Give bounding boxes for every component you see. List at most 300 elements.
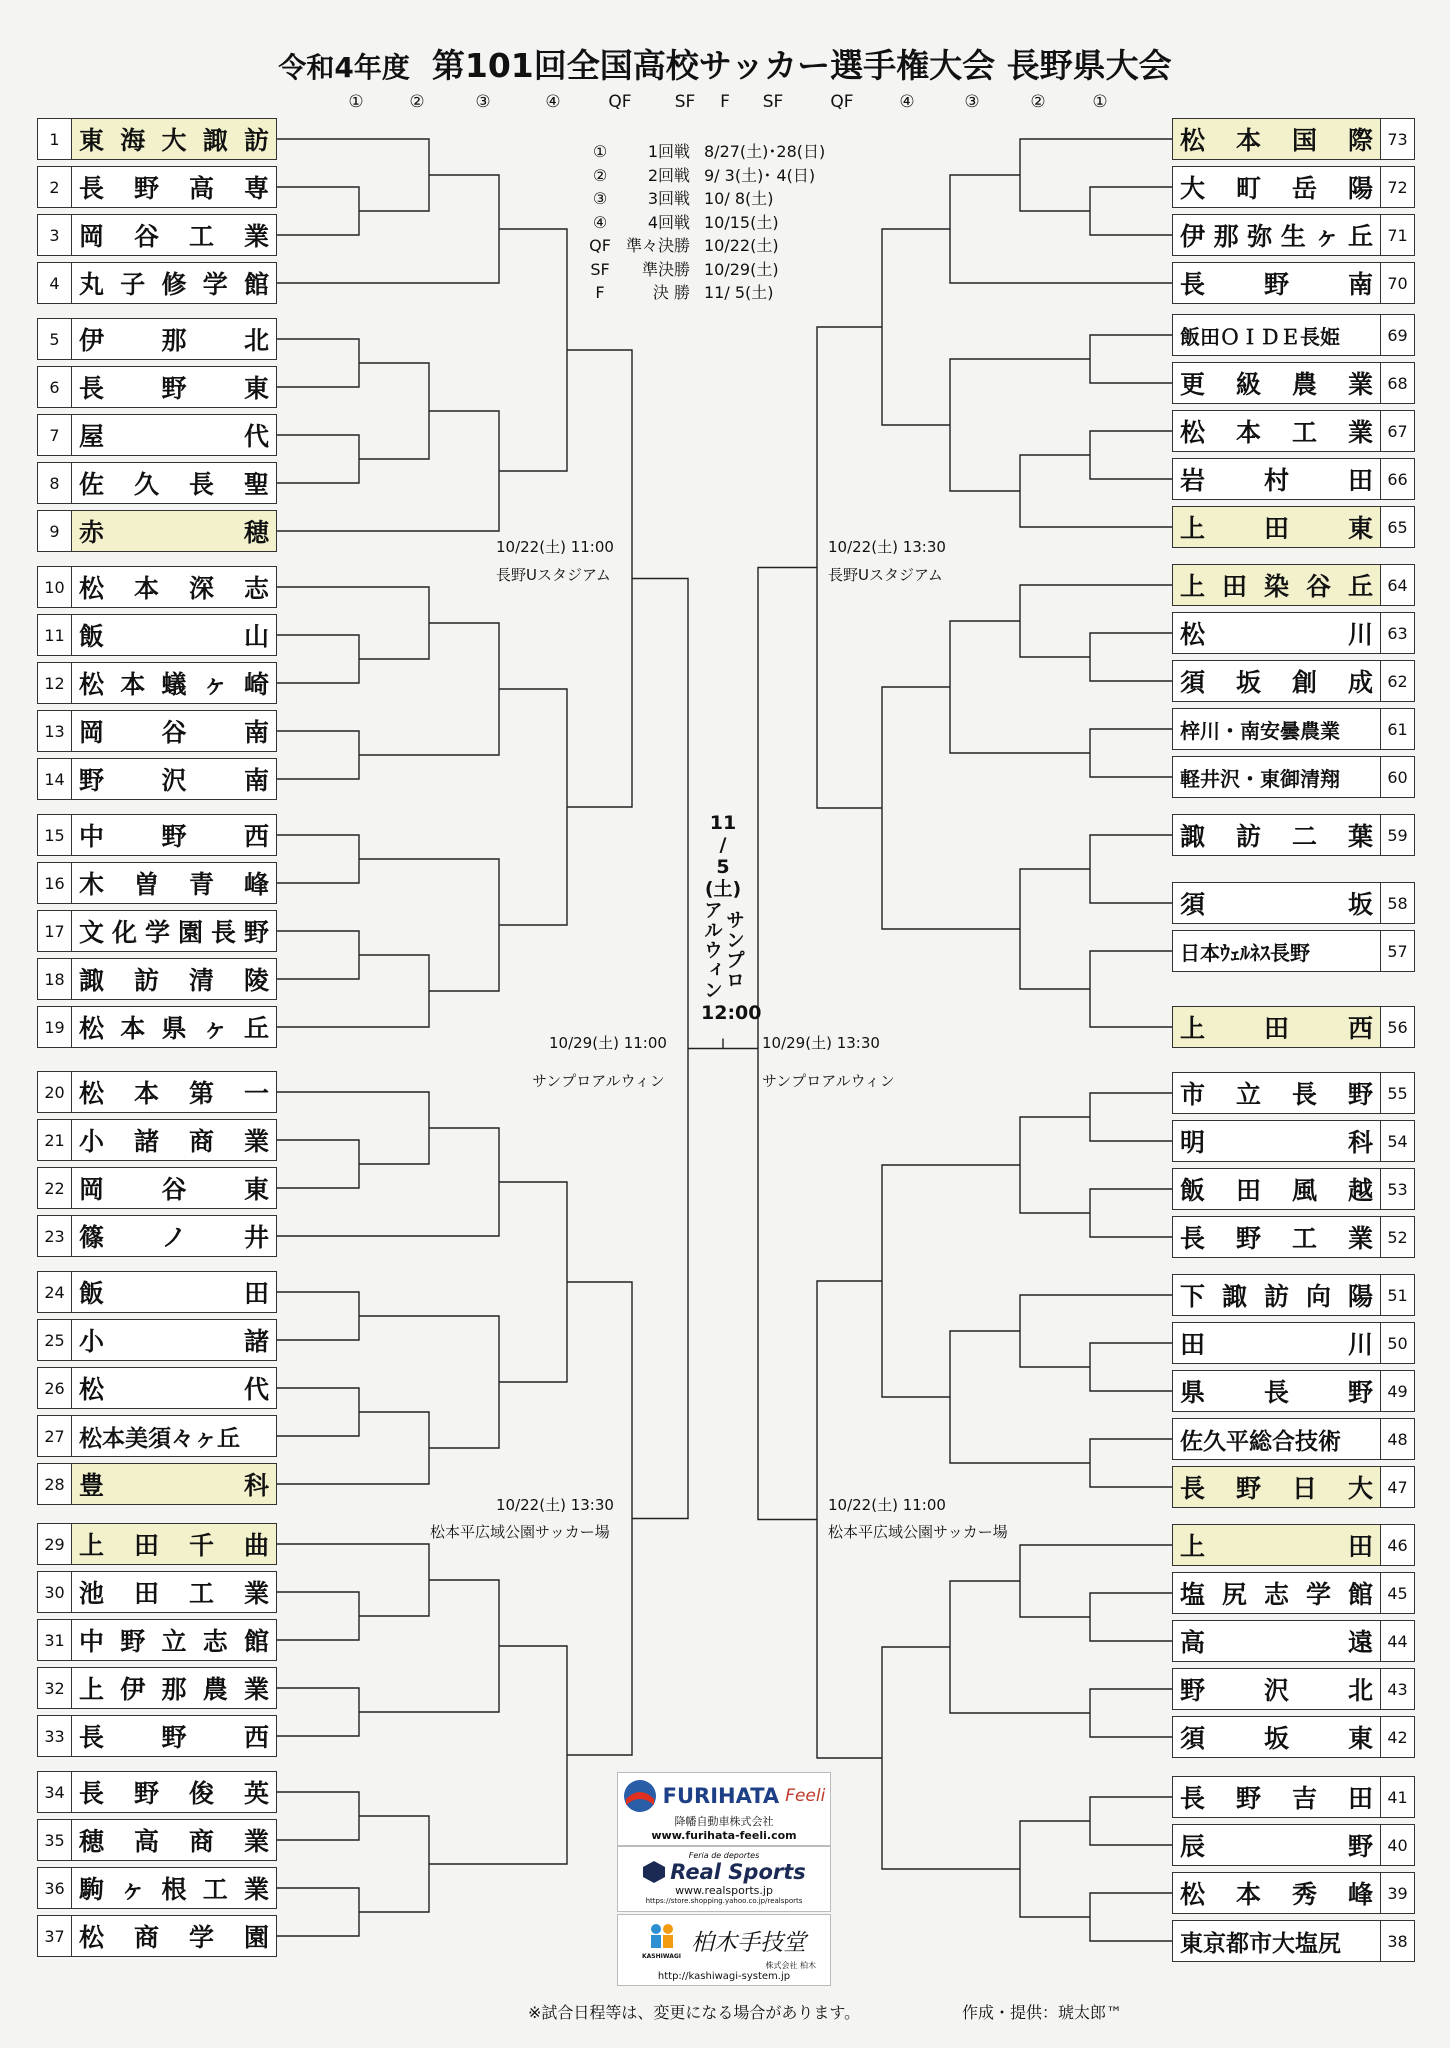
team-entry[interactable] (37, 1271, 277, 1313)
s1-company: 降幡自動車株式会社 (674, 1815, 774, 1828)
round-header: ① (348, 92, 364, 112)
team-entry[interactable] (1172, 1572, 1415, 1614)
bracket-line (1090, 729, 1172, 777)
team-name-text: 小 諸 (79, 1327, 269, 1356)
bracket-line (1090, 187, 1172, 235)
team-name-text: 岩 村 田 (1180, 466, 1373, 495)
schedule-date: 9/ 3(土)･ 4(日) (704, 165, 816, 185)
s3-logo: KASHIWAGI (641, 1953, 682, 1960)
team-number: 69 (1380, 315, 1414, 355)
team-number: 25 (38, 1320, 72, 1360)
team-entry[interactable] (1172, 118, 1415, 160)
team-number: 19 (38, 1007, 72, 1047)
team-name (72, 319, 276, 359)
team-number: 72 (1380, 167, 1414, 207)
team-entry[interactable] (1172, 1370, 1415, 1412)
team-number: 46 (1380, 1525, 1414, 1565)
team-entry[interactable] (1172, 1216, 1415, 1258)
team-entry[interactable] (37, 662, 277, 704)
team-name (1173, 1419, 1380, 1459)
qf3-time: 10/22(土) 13:30 (496, 1496, 614, 1514)
bracket-line (277, 1128, 499, 1236)
sf1-time: 10/29(土) 11:00 (549, 1034, 667, 1052)
team-name (1173, 167, 1380, 207)
team-entry[interactable] (1172, 1824, 1415, 1866)
team-name (1173, 411, 1380, 451)
team-entry[interactable] (1172, 1168, 1415, 1210)
schedule-round: 準決勝 (641, 259, 690, 279)
team-entry[interactable] (37, 414, 277, 456)
team-name (1173, 931, 1380, 971)
round-header: ④ (899, 92, 915, 112)
team-number: 68 (1380, 363, 1414, 403)
schedule-round: 3回戦 (647, 189, 690, 208)
team-name (72, 167, 276, 207)
team-name-text: 松 川 (1180, 620, 1373, 649)
team-name (72, 1772, 276, 1812)
bracket-line (1090, 335, 1172, 383)
bracket-line (1020, 1545, 1172, 1617)
team-number: 21 (38, 1120, 72, 1160)
schedule-date: 11/ 5(土) (704, 283, 774, 302)
bracket-line (277, 187, 359, 235)
team-name (1173, 119, 1380, 159)
team-name-text: 下 諏 訪 向 陽 (1180, 1282, 1373, 1311)
team-number: 66 (1380, 459, 1414, 499)
team-name (72, 1572, 276, 1612)
team-number: 33 (38, 1716, 72, 1756)
team-entry[interactable] (1172, 1776, 1415, 1818)
team-number: 2 (38, 167, 72, 207)
bracket-line (1090, 951, 1172, 1027)
team-name-text: 明 科 (1180, 1128, 1373, 1157)
team-entry[interactable] (37, 566, 277, 608)
team-name (1173, 363, 1380, 403)
team-name-text: 日本ｳｪﾙﾈｽ長野 (1180, 940, 1310, 965)
team-entry[interactable] (1172, 660, 1415, 702)
team-number: 65 (1380, 507, 1414, 547)
bracket-line (277, 175, 499, 283)
qf3-venue: 松本平広域公園サッカー場 (430, 1523, 610, 1541)
team-entry[interactable] (1172, 814, 1415, 856)
team-name (1173, 459, 1380, 499)
bracket-line (1090, 1689, 1172, 1737)
team-name-text: 小 諸 商 業 (79, 1127, 269, 1156)
bracket-line (1020, 455, 1172, 527)
title-year: 令和4年度 (278, 51, 410, 84)
qf1-venue: 長野Uスタジアム (496, 566, 611, 584)
team-number: 12 (38, 663, 72, 703)
team-number: 61 (1380, 709, 1414, 749)
team-name (1173, 1669, 1380, 1709)
team-number: 1 (38, 119, 72, 159)
team-entry[interactable] (37, 1571, 277, 1613)
team-entry[interactable] (37, 910, 277, 952)
team-name-text: 伊 那 北 (79, 326, 269, 355)
team-name-text: 県 長 野 (1180, 1378, 1373, 1407)
team-number: 30 (38, 1572, 72, 1612)
team-name (1173, 215, 1380, 255)
team-name-text: 飯 田 (79, 1279, 269, 1308)
schedule-symbol: SF (590, 259, 610, 279)
team-entry[interactable] (1172, 1668, 1415, 1710)
team-number: 63 (1380, 613, 1414, 653)
schedule-date: 10/ 8(土) (704, 189, 774, 208)
bracket-line (1020, 139, 1172, 211)
bracket-line (277, 339, 359, 387)
team-entry[interactable] (37, 1619, 277, 1661)
team-name (1173, 661, 1380, 701)
team-entry[interactable] (1172, 1120, 1415, 1162)
team-entry[interactable] (1172, 314, 1415, 356)
bracket-line (277, 955, 429, 1027)
team-name-text: 梓川・南安曇農業 (1180, 718, 1340, 743)
bracket-line (882, 1647, 1020, 1869)
bracket-line (1020, 1821, 1090, 1917)
team-entry[interactable] (1172, 1466, 1415, 1508)
team-entry[interactable] (1172, 166, 1415, 208)
team-entry[interactable] (37, 758, 277, 800)
team-name (1173, 1621, 1380, 1661)
team-name-text: 野 沢 南 (79, 766, 269, 795)
team-name-text: 松 本 工 業 (1180, 418, 1373, 447)
team-name-text: 佐久平総合技術 (1180, 1428, 1341, 1455)
qf1-time: 10/22(土) 11:00 (496, 538, 614, 556)
s3-name: 柏木手技堂 (691, 1930, 807, 1956)
team-number: 4 (38, 263, 72, 303)
team-entry[interactable] (1172, 1716, 1415, 1758)
team-number: 73 (1380, 119, 1414, 159)
schedule-date: 10/22(土) (704, 236, 779, 255)
team-entry[interactable] (1172, 1072, 1415, 1114)
schedule-symbol: ④ (592, 212, 608, 232)
team-entry[interactable] (37, 958, 277, 1000)
team-entry[interactable] (37, 1071, 277, 1113)
schedule-round: 決 勝 (652, 283, 690, 302)
team-entry[interactable] (37, 862, 277, 904)
team-entry[interactable] (1172, 1418, 1415, 1460)
team-name-text: 須 坂 東 (1180, 1724, 1373, 1753)
team-entry[interactable] (37, 1319, 277, 1361)
team-entry[interactable] (37, 1771, 277, 1813)
team-name (1173, 1275, 1380, 1315)
team-name-text: 中 野 立 志 館 (79, 1627, 269, 1656)
team-name-text: 上 田 西 (1180, 1014, 1373, 1043)
bracket-line (950, 175, 1172, 283)
team-entry[interactable] (1172, 1006, 1415, 1048)
round-header: F (720, 92, 730, 112)
team-number: 27 (38, 1416, 72, 1456)
team-name (1173, 1525, 1380, 1565)
team-entry[interactable] (37, 118, 277, 160)
team-name (1173, 1169, 1380, 1209)
team-name (72, 911, 276, 951)
team-name-text: 文 化 学 園 長 野 (79, 918, 269, 947)
qf2-venue: 長野Uスタジアム (828, 566, 943, 584)
final-time: 12:00 (701, 1002, 762, 1024)
schedule-symbol: ③ (592, 189, 608, 208)
sponsor-realsports[interactable] (617, 1846, 831, 1912)
team-number: 41 (1380, 1777, 1414, 1817)
team-entry[interactable] (37, 1523, 277, 1565)
team-name (1173, 709, 1380, 749)
team-number: 56 (1380, 1007, 1414, 1047)
footer-credit: 作成・提供：琥太郎™ (962, 2003, 1123, 2022)
team-entry[interactable] (37, 710, 277, 752)
team-entry[interactable] (37, 510, 277, 552)
final-month: 11 (709, 812, 737, 834)
round-header: ③ (475, 92, 491, 112)
team-entry[interactable] (1172, 262, 1415, 304)
team-entry[interactable] (37, 166, 277, 208)
bracket-line (429, 1646, 567, 1864)
bracket-line (277, 411, 499, 531)
sf1-venue: サンプロアルウィン (532, 1072, 665, 1090)
team-name (72, 959, 276, 999)
team-name (1173, 1121, 1380, 1161)
team-entry[interactable] (1172, 1524, 1415, 1566)
team-number: 34 (38, 1772, 72, 1812)
team-name (1173, 757, 1380, 797)
team-name (72, 1120, 276, 1160)
team-entry[interactable] (37, 262, 277, 304)
team-name (72, 119, 276, 159)
team-number: 44 (1380, 1621, 1414, 1661)
bracket-line (499, 689, 567, 925)
team-number: 45 (1380, 1573, 1414, 1613)
sponsor-kashiwagi[interactable] (617, 1914, 831, 1986)
team-name-text: 池 田 工 業 (79, 1579, 269, 1608)
bracket-line (882, 1165, 1020, 1397)
footer-note: ※試合日程等は、変更になる場合があります。 (528, 2003, 861, 2022)
team-number: 10 (38, 567, 72, 607)
team-name-text: 松 本 蟻 ヶ 崎 (79, 670, 269, 699)
team-name (1173, 1007, 1380, 1047)
bracket-line (1090, 1893, 1172, 1941)
final-day: 5 (716, 856, 730, 878)
bracket-line (882, 687, 1020, 929)
team-entry[interactable] (37, 614, 277, 656)
team-number: 32 (38, 1668, 72, 1708)
team-number: 26 (38, 1368, 72, 1408)
team-entry[interactable] (37, 1119, 277, 1161)
team-entry[interactable] (37, 1415, 277, 1457)
team-entry[interactable] (37, 1667, 277, 1709)
s1-name: FURIHATA (662, 1784, 780, 1808)
team-entry[interactable] (37, 1463, 277, 1505)
team-entry[interactable] (1172, 756, 1415, 798)
bracket-line (499, 1182, 567, 1382)
team-entry[interactable] (37, 814, 277, 856)
team-entry[interactable] (1172, 1322, 1415, 1364)
team-number: 36 (38, 1868, 72, 1908)
team-name-text: 松 本 深 志 (79, 574, 269, 603)
team-name (72, 663, 276, 703)
team-entry[interactable] (1172, 882, 1415, 924)
team-entry[interactable] (1172, 506, 1415, 548)
schedule-round: 2回戦 (647, 165, 690, 185)
team-entry[interactable] (37, 1819, 277, 1861)
s1-tag: Feeli (785, 1786, 826, 1806)
team-number: 35 (38, 1820, 72, 1860)
bracket-line (499, 229, 567, 471)
team-number: 37 (38, 1916, 72, 1956)
team-name (72, 511, 276, 551)
team-name-text: 木 曽 青 峰 (79, 870, 269, 899)
team-entry[interactable] (37, 318, 277, 360)
team-name-text: 須 坂 (1180, 890, 1373, 919)
team-entry[interactable] (37, 366, 277, 408)
bracket-line (277, 835, 359, 883)
schedule-date: 8/27(土)･28(日) (704, 142, 826, 161)
team-number: 51 (1380, 1275, 1414, 1315)
team-name (72, 1368, 276, 1408)
team-entry[interactable] (1172, 1920, 1415, 1962)
team-name (72, 615, 276, 655)
team-name (72, 863, 276, 903)
round-header: ② (1030, 92, 1046, 112)
s1-url: www.furihata-feeli.com (651, 1829, 797, 1842)
bracket-line (817, 1281, 882, 1758)
schedule-symbol: ① (592, 142, 608, 161)
team-name-text: 東京都市大塩尻 (1180, 1930, 1341, 1957)
team-entry[interactable] (37, 1215, 277, 1257)
team-name-text: 長 野 東 (79, 374, 269, 403)
team-entry[interactable] (37, 1006, 277, 1048)
team-name-text: 長 野 高 専 (79, 174, 269, 203)
team-entry[interactable] (1172, 1872, 1415, 1914)
round-header: ③ (964, 92, 980, 112)
team-number: 5 (38, 319, 72, 359)
team-entry[interactable] (37, 1867, 277, 1909)
team-number: 54 (1380, 1121, 1414, 1161)
schedule-round: 4回戦 (647, 212, 690, 232)
bracket-line (1090, 1797, 1172, 1845)
s2-top: Feria de deportes (688, 1851, 760, 1860)
team-number: 67 (1380, 411, 1414, 451)
team-name-text: 飯田ＯＩＤＥ長姫 (1180, 324, 1340, 349)
team-number: 70 (1380, 263, 1414, 303)
team-name (72, 415, 276, 455)
team-name (72, 711, 276, 751)
team-number: 20 (38, 1072, 72, 1112)
team-name-text: 飯 山 (79, 622, 269, 651)
team-name-text: 東 海 大 諏 訪 (79, 126, 269, 155)
team-name (72, 263, 276, 303)
team-number: 62 (1380, 661, 1414, 701)
team-number: 8 (38, 463, 72, 503)
team-name (1173, 1323, 1380, 1363)
team-entry[interactable] (37, 1167, 277, 1209)
team-name-text: 上 田 (1180, 1532, 1373, 1561)
team-name-text: 松 代 (79, 1375, 269, 1404)
team-number: 55 (1380, 1073, 1414, 1113)
bracket-line (1090, 1439, 1172, 1487)
team-name (72, 463, 276, 503)
team-number: 43 (1380, 1669, 1414, 1709)
team-name-text: 駒 ヶ 根 工 業 (79, 1875, 269, 1904)
bracket-line (1020, 585, 1172, 657)
team-name (72, 1072, 276, 1112)
bracket-line (277, 1544, 429, 1616)
team-name (72, 1668, 276, 1708)
schedule-date: 10/29(土) (704, 259, 779, 279)
team-name-text: 篠 ノ 井 (79, 1223, 269, 1252)
team-name (72, 1916, 276, 1956)
team-entry[interactable] (1172, 612, 1415, 654)
team-entry[interactable] (1172, 930, 1415, 972)
team-entry[interactable] (1172, 708, 1415, 750)
team-number: 3 (38, 215, 72, 255)
team-name (72, 1272, 276, 1312)
team-number: 18 (38, 959, 72, 999)
team-name (72, 1820, 276, 1860)
bracket-line (277, 635, 359, 683)
team-name (72, 367, 276, 407)
team-entry[interactable] (37, 1715, 277, 1757)
team-entry[interactable] (37, 1915, 277, 1957)
team-number: 52 (1380, 1217, 1414, 1257)
bracket-line (277, 1412, 429, 1484)
team-name (72, 1716, 276, 1756)
team-name-text: 上 田 千 曲 (79, 1531, 269, 1560)
team-name-text: 軽井沢・東御清翔 (1180, 766, 1340, 791)
team-entry[interactable] (1172, 362, 1415, 404)
team-name (1173, 815, 1380, 855)
round-header: QF (830, 92, 854, 112)
team-name (1173, 263, 1380, 303)
team-name-text: 上 田 東 (1180, 514, 1373, 543)
team-entry[interactable] (1172, 1274, 1415, 1316)
team-name-text: 上 田 染 谷 丘 (1180, 572, 1373, 601)
team-entry[interactable] (1172, 410, 1415, 452)
furihata-logo-icon (623, 1779, 657, 1813)
team-entry[interactable] (1172, 564, 1415, 606)
bracket-line (277, 1092, 429, 1164)
bracket-line (277, 587, 429, 659)
round-header: SF (762, 92, 784, 112)
team-entry[interactable] (37, 1367, 277, 1409)
final-slash: / (719, 834, 727, 856)
team-number: 22 (38, 1168, 72, 1208)
team-name-text: 穂 高 商 業 (79, 1827, 269, 1856)
bracket-line (277, 1688, 359, 1736)
team-entry[interactable] (1172, 214, 1415, 256)
team-entry[interactable] (37, 462, 277, 504)
team-number: 9 (38, 511, 72, 551)
title-main: 第101回全国高校サッカー選手権大会 長野県大会 (431, 46, 1172, 85)
team-name (1173, 1371, 1380, 1411)
s3-url: http://kashiwagi-system.jp (657, 1971, 791, 1982)
team-entry[interactable] (1172, 458, 1415, 500)
bracket-line (1090, 1093, 1172, 1141)
team-name-text: 田 川 (1180, 1330, 1373, 1359)
team-name (1173, 1073, 1380, 1113)
bracket-line (277, 1140, 359, 1188)
team-name (1173, 1825, 1380, 1865)
team-number: 17 (38, 911, 72, 951)
sponsor-furihata[interactable] (617, 1772, 831, 1846)
realsports-logo-icon (642, 1860, 666, 1884)
team-name-text: 諏 訪 二 葉 (1180, 822, 1373, 851)
team-name-text: 上 伊 那 農 業 (79, 1675, 269, 1704)
team-entry[interactable] (37, 214, 277, 256)
team-entry[interactable] (1172, 1620, 1415, 1662)
kashiwagi-logo-icon (647, 1921, 677, 1949)
team-name (72, 1620, 276, 1660)
schedule-round: 1回戦 (647, 142, 690, 161)
team-number: 39 (1380, 1873, 1414, 1913)
